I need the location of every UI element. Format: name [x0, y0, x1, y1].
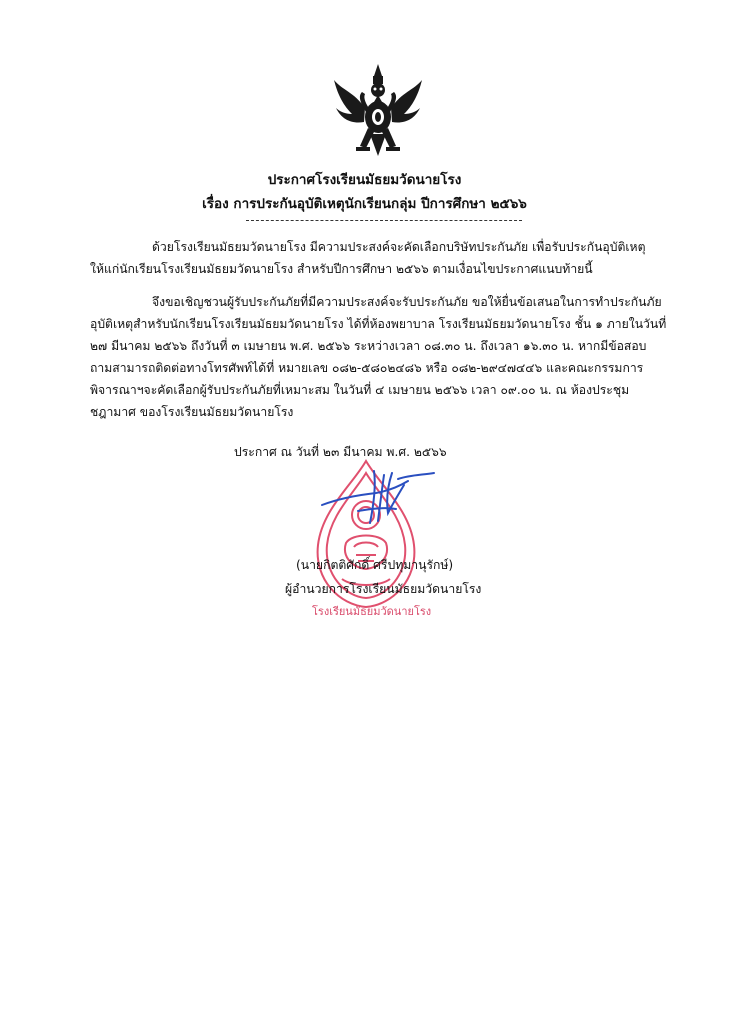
document-subject: เรื่อง การประกันอุบัติเหตุนักเรียนกลุ่ม ปีการศึกษา ๒๕๖๖: [202, 196, 527, 212]
paragraph-1-line: ด้วยโรงเรียนมัธยมวัดนายโรง มีความประสงค์จะคัดเลือกบริษัทประกันภัย เพื่อรับประกันอุบัติเหตุ: [152, 240, 646, 254]
document-title: ประกาศโรงเรียนมัธยมวัดนายโรง: [267, 172, 462, 188]
paragraph-2-line: พิจารณาฯจะคัดเลือกผู้รับประกันภัยที่เหมาะสม ในวันที่ ๔ เมษายน ๒๕๖๖ เวลา ๐๙.๐๐ น. ณ ห้องประชุม: [90, 383, 630, 397]
title-divider: [246, 220, 522, 221]
signer-position: ผู้อำนวยการโรงเรียนมัธยมวัดนายโรง: [285, 582, 482, 596]
garuda-emblem-icon: [332, 62, 424, 158]
paragraph-2-line: ๒๗ มีนาคม ๒๕๖๖ ถึงวันที่ ๓ เมษายน พ.ศ. ๒๕๖๖ ระหว่างเวลา ๐๘.๓๐ น. ถึงเวลา ๑๖.๓๐ น. หากมีข้อสอบ: [90, 339, 647, 353]
paragraph-2-line: จึงขอเชิญชวนผู้รับประกันภัยที่มีความประสงค์จะรับประกันภัย ขอให้ยื่นข้อเสนอในการทำประกันภัย: [152, 295, 662, 309]
seal-stamp-text: โรงเรียนมัธยมวัดนายโรง: [312, 605, 432, 618]
paragraph-2-line: อุบัติเหตุสำหรับนักเรียนโรงเรียนมัธยมวัดนายโรง ได้ที่ห้องพยาบาล โรงเรียนมัธยมวัดนายโรง ชั้น ๑ ภายในวันที่: [90, 317, 667, 331]
paragraph-1: [90, 236, 680, 280]
paragraph-2-line: ถามสามารถติดต่อทางโทรศัพท์ได้ที่ หมายเลข ๐๘๒-๕๘๐๒๔๘๖ หรือ ๐๘๒-๒๙๔๗๔๔๖ และคณะกรรมการ: [90, 361, 644, 375]
paragraph-2-line: ชฎามาศ ของโรงเรียนมัธยมวัดนายโรง: [90, 405, 294, 419]
signature-icon: [318, 465, 438, 535]
announcement-date: ประกาศ ณ วันที่ ๒๓ มีนาคม พ.ศ. ๒๕๖๖: [234, 445, 447, 459]
paragraph-1-line: ให้แก่นักเรียนโรงเรียนมัธยมวัดนายโรง สำหรับปีการศึกษา ๒๕๖๖ ตามเงื่อนไขประกาศแนบท้ายนี้: [90, 262, 593, 276]
paragraph-2: [90, 291, 680, 423]
signer-name: (นายกิตติศักดิ์ ศรีปทุมานุรักษ์): [296, 558, 454, 572]
